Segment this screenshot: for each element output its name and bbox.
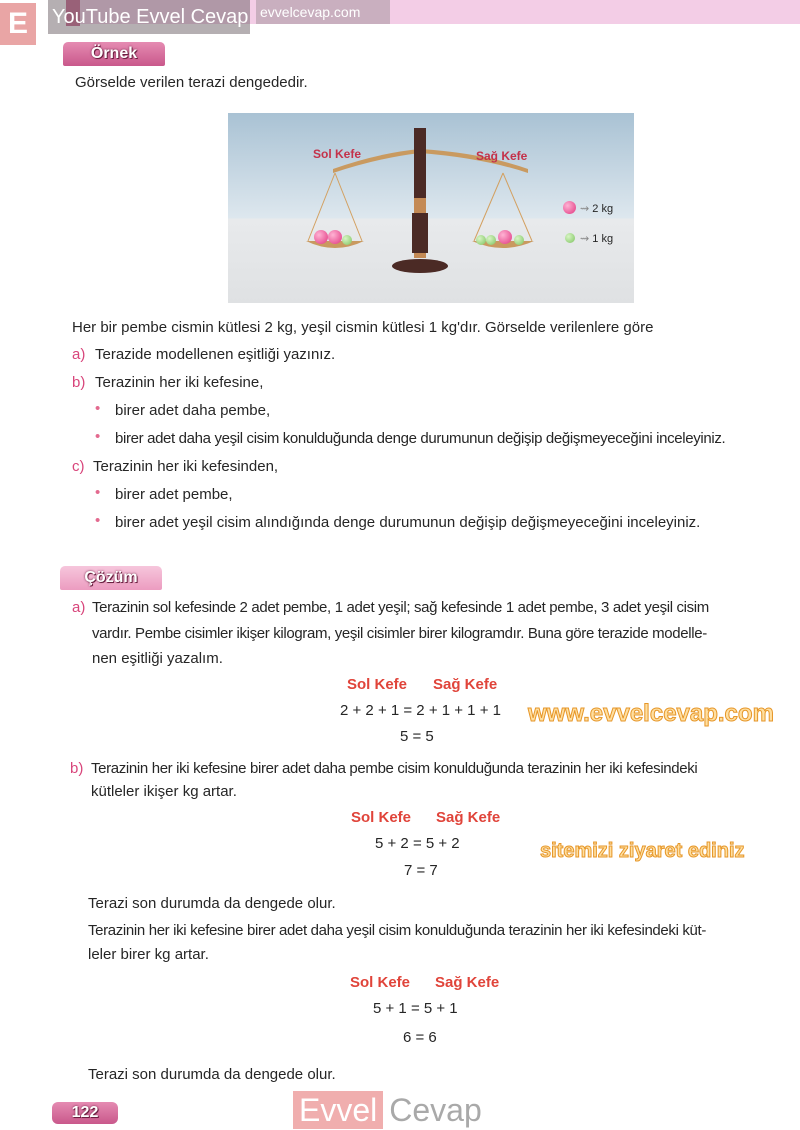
sag-kefe-label: Sağ Kefe <box>436 809 501 826</box>
result-text: Terazi son durumda da dengede olur. <box>88 895 336 912</box>
footer-evvel-logo <box>293 1091 482 1129</box>
channel-watermark: YouTube Evvel Cevap <box>48 0 250 34</box>
item-c-bullet-2: birer adet yeşil cisim alındığında denge durumunun değişip değişmeyeceğini inceleyiniz. <box>115 514 701 531</box>
solution-b-line: Terazinin her iki kefesine birer adet daha yeşil cisim konulduğunda terazinin her iki kefesindeki küt- <box>88 922 706 939</box>
sol-kefe-label: Sol Kefe <box>351 809 412 826</box>
item-a-text: Terazide modellenen eşitliği yazınız. <box>95 346 336 363</box>
solution-b-label: b) <box>70 760 84 777</box>
item-c-text: Terazinin her iki kefesinden, <box>93 458 279 475</box>
solution-tag: Çözüm <box>60 566 162 590</box>
item-b-text: Terazinin her iki kefesine, <box>95 374 264 391</box>
solution-a-line: vardır. Pembe cisimler ikişer kilogram, yeşil cisimler birer kilogramdır. Buna göre terazide modelle- <box>92 625 707 642</box>
solution-a-line: Terazinin sol kefesinde 2 adet pembe, 1 adet yeşil; sağ kefesinde 1 adet pembe, 3 adet yeşil cisim <box>92 599 709 616</box>
diagonal-watermark-visit: sitemizi ziyaret ediniz <box>540 840 745 862</box>
green-ball <box>476 235 486 245</box>
item-b-bullet-2: birer adet daha yeşil cisim konulduğunda denge durumunun değişip değişmeyeceğini inceleyiniz. <box>115 430 726 447</box>
footer-logo-left: Evvel <box>293 1091 383 1129</box>
legend-pink-value <box>580 202 613 215</box>
pink-ball <box>498 230 512 244</box>
right-pan-label: Sağ Kefe <box>476 149 528 163</box>
site-watermark: evvelcevap.com <box>256 0 390 24</box>
equation: 5 + 1 = 5 + 1 <box>373 1000 458 1017</box>
left-pan-label: Sol Kefe <box>313 147 362 161</box>
balance-scale-figure <box>228 113 634 303</box>
green-ball <box>514 235 524 245</box>
sol-kefe-label: Sol Kefe <box>350 974 411 991</box>
solution-b-line: Terazinin her iki kefesine birer adet daha pembe cisim konulduğunda terazinin her iki kefesindeki <box>91 760 698 777</box>
equation: 7 = 7 <box>404 862 438 879</box>
page-number: 122 <box>52 1102 118 1124</box>
evvel-logo: E <box>0 3 36 45</box>
item-b-label: b) <box>72 374 86 391</box>
solution-a-line: nen eşitliği yazalım. <box>92 650 223 667</box>
solution-b-line: kütleler ikişer kg artar. <box>91 783 237 800</box>
solution-a-label: a) <box>72 599 86 616</box>
result-text: Terazi son durumda da dengede olur. <box>88 1066 336 1083</box>
equation: 2 + 2 + 1 = 2 + 1 + 1 + 1 <box>340 702 501 719</box>
item-c-label: c) <box>72 458 85 475</box>
legend-value: 1 kg <box>592 233 614 245</box>
arrow-icon: ⇝ <box>580 203 593 215</box>
bullet-icon: • <box>95 428 101 445</box>
legend-value: 2 kg <box>592 203 614 215</box>
green-ball <box>342 235 352 245</box>
footer-logo-right: Cevap <box>389 1092 482 1128</box>
solution-b-line: leler birer kg artar. <box>88 946 209 963</box>
bullet-icon: • <box>95 484 101 501</box>
sag-kefe-label: Sağ Kefe <box>433 676 498 693</box>
legend-green-ball <box>565 233 575 243</box>
sag-kefe-label: Sağ Kefe <box>435 974 500 991</box>
equation: 5 = 5 <box>400 728 434 745</box>
pink-ball <box>314 230 328 244</box>
arrow-icon: ⇝ <box>580 233 593 245</box>
equation: 6 = 6 <box>403 1029 437 1046</box>
legend-pink-ball <box>563 201 576 214</box>
green-ball <box>486 235 496 245</box>
question-text: Her bir pembe cismin kütlesi 2 kg, yeşil cismin kütlesi 1 kg'dır. Görselde verilenlere göre <box>72 319 654 336</box>
item-c-bullet-1: birer adet pembe, <box>115 486 233 503</box>
example-tag: Örnek <box>63 42 165 66</box>
example-intro: Görselde verilen terazi dengededir. <box>75 74 308 91</box>
bullet-icon: • <box>95 512 101 529</box>
legend-green-value <box>580 232 613 245</box>
sol-kefe-label: Sol Kefe <box>347 676 408 693</box>
diagonal-watermark: www.evvelcevap.com <box>528 700 774 727</box>
bullet-icon: • <box>95 400 101 417</box>
item-a-label: a) <box>72 346 86 363</box>
item-b-bullet-1: birer adet daha pembe, <box>115 402 271 419</box>
pink-ball <box>328 230 342 244</box>
equation: 5 + 2 = 5 + 2 <box>375 835 460 852</box>
